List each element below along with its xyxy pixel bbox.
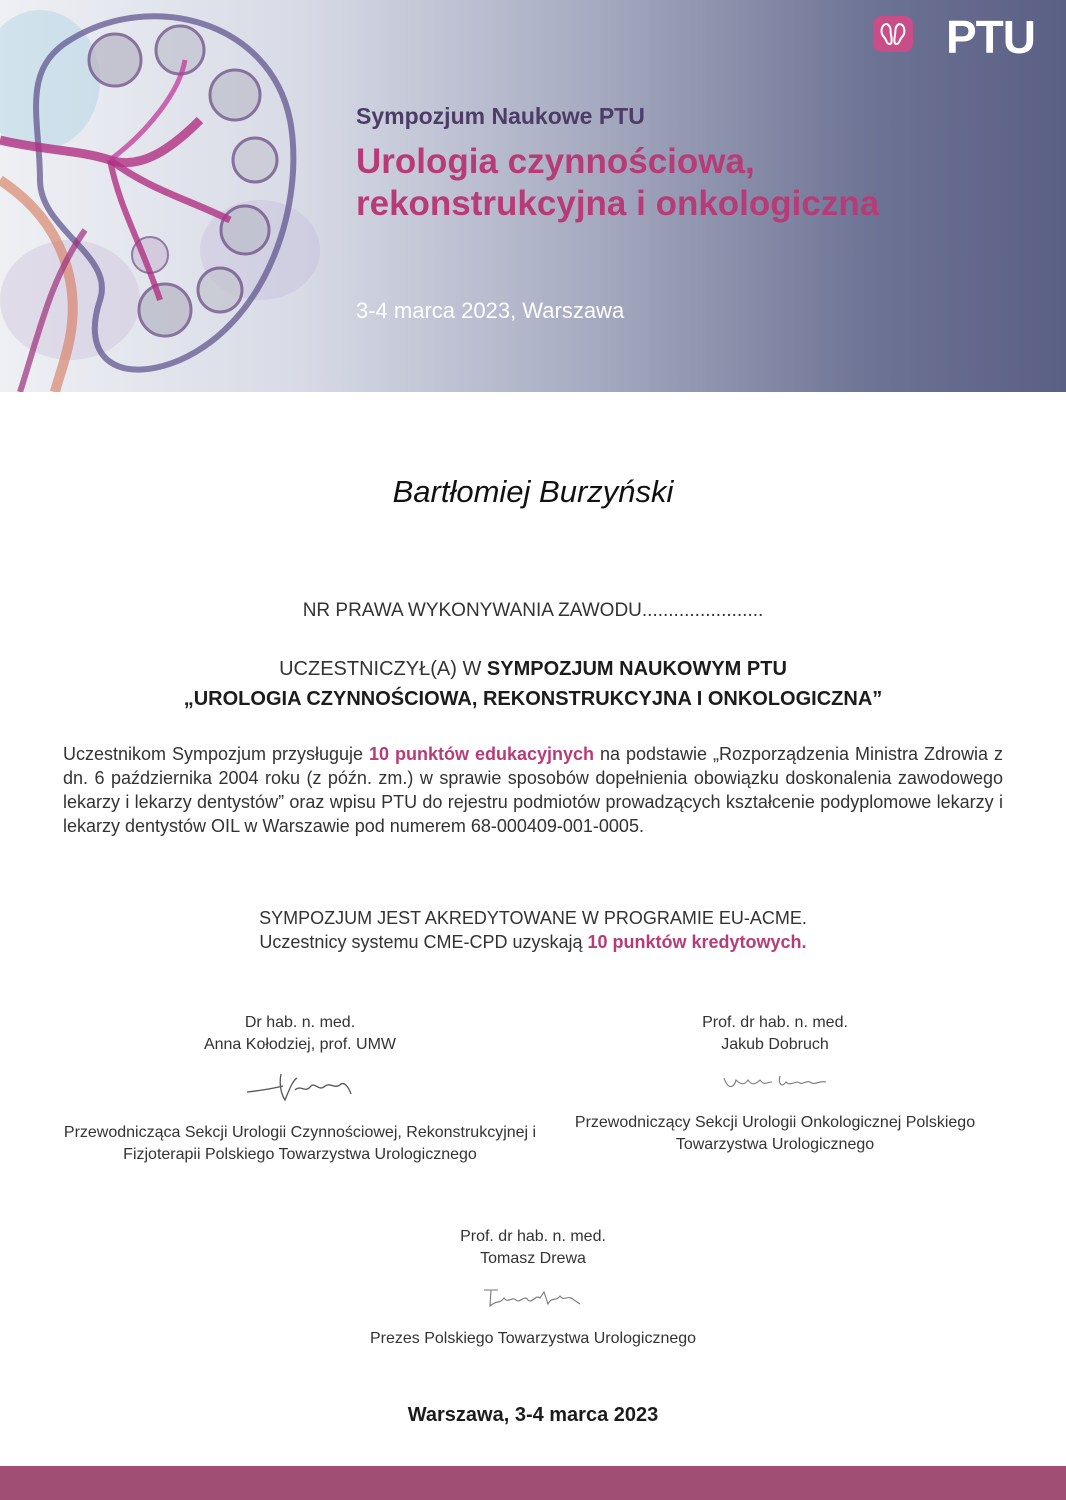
participation-event: SYMPOZJUM NAUKOWYM PTU <box>486 658 787 680</box>
signatory-role: Przewodniczący Sekcji Urologii Onkologicznej Polskiego Towarzystwa Urologicznego <box>574 1114 976 1153</box>
license-number-line: NR PRAWA WYKONYWANIA ZAWODU....................... <box>302 600 764 621</box>
signatory-kolodziej <box>60 1012 540 1166</box>
credit-points-highlight: 10 punktów kredytowych. <box>587 932 807 952</box>
event-subtitle: Sympozjum Naukowe PTU <box>356 103 645 129</box>
signatory-role: Prezes Polskiego Towarzystwa Urologicznego <box>369 1330 697 1347</box>
points-text-after: na podstawie „Rozporządzenia Ministra Zdrowia z dn. 6 października 2004 roku (z późn. zm.) w sprawie sposobów dopełnienia obowiązku doskonalenia zawodowego lekarzy i lekarzy dentystów” oraz wpisu PTU do rejestru podmiotów prowadzących kształcenie podyplomowe lekarzy i lekarzy dentystów OIL w Warszawie pod numerem 68-000409-001-0005. <box>63 744 1003 836</box>
signatory-degree: Prof. dr hab. n. med. <box>460 1228 606 1245</box>
signatory-drewa <box>283 1226 783 1350</box>
kidney-illustration <box>0 0 330 392</box>
event-title-line-2: rekonstrukcyjna i onkologiczna <box>356 184 880 223</box>
event-title <box>356 141 879 225</box>
bottom-accent-bar <box>0 1466 1066 1500</box>
participation-prefix: UCZESTNICZYŁ(A) W <box>279 658 487 680</box>
points-text-before: Uczestnikom Sympozjum przysługuje <box>63 744 369 764</box>
event-title-line-1: Urologia czynnościowa, <box>356 142 755 181</box>
accreditation-statement <box>0 906 1066 954</box>
signatory-role: Przewodnicząca Sekcji Urologii Czynnościowej, Rekonstrukcyjnej i Fizjoterapii Polskiego Towarzystwa Urologicznego <box>63 1124 537 1163</box>
footer-place-date: Warszawa, 3-4 marca 2023 <box>407 1404 659 1426</box>
signatory-degree: Prof. dr hab. n. med. <box>702 1014 848 1031</box>
event-date-place: 3-4 marca 2023, Warszawa <box>356 298 625 323</box>
points-highlight: 10 punktów edukacyjnych <box>369 744 594 764</box>
recipient-name: Bartłomiej Burzyński <box>392 474 674 509</box>
signatory-name: Tomasz Drewa <box>480 1250 586 1267</box>
signature-kolodziej <box>245 1070 355 1104</box>
kidney-logo-icon <box>873 16 913 52</box>
ptu-logo: PTU <box>946 11 1035 63</box>
participation-statement <box>0 654 1066 714</box>
participation-event-title: „UROLOGIA CZYNNOŚCIOWA, REKONSTRUKCYJNA I ONKOLOGICZNA” <box>183 688 883 710</box>
signatory-name: Anna Kołodziej, prof. UMW <box>203 1036 397 1053</box>
signatory-degree: Dr hab. n. med. <box>244 1014 356 1031</box>
accreditation-line-2: Uczestnicy systemu CME-CPD uzyskają <box>259 932 588 952</box>
signature-drewa <box>478 1284 588 1310</box>
header-banner <box>0 0 1066 392</box>
points-paragraph <box>63 742 1003 838</box>
signatory-name: Jakub Dobruch <box>721 1036 829 1053</box>
accreditation-line-1: SYMPOZJUM JEST AKREDYTOWANE W PROGRAMIE EU-ACME. <box>259 908 807 928</box>
signature-dobruch <box>720 1070 830 1094</box>
signatory-dobruch <box>560 1012 990 1156</box>
